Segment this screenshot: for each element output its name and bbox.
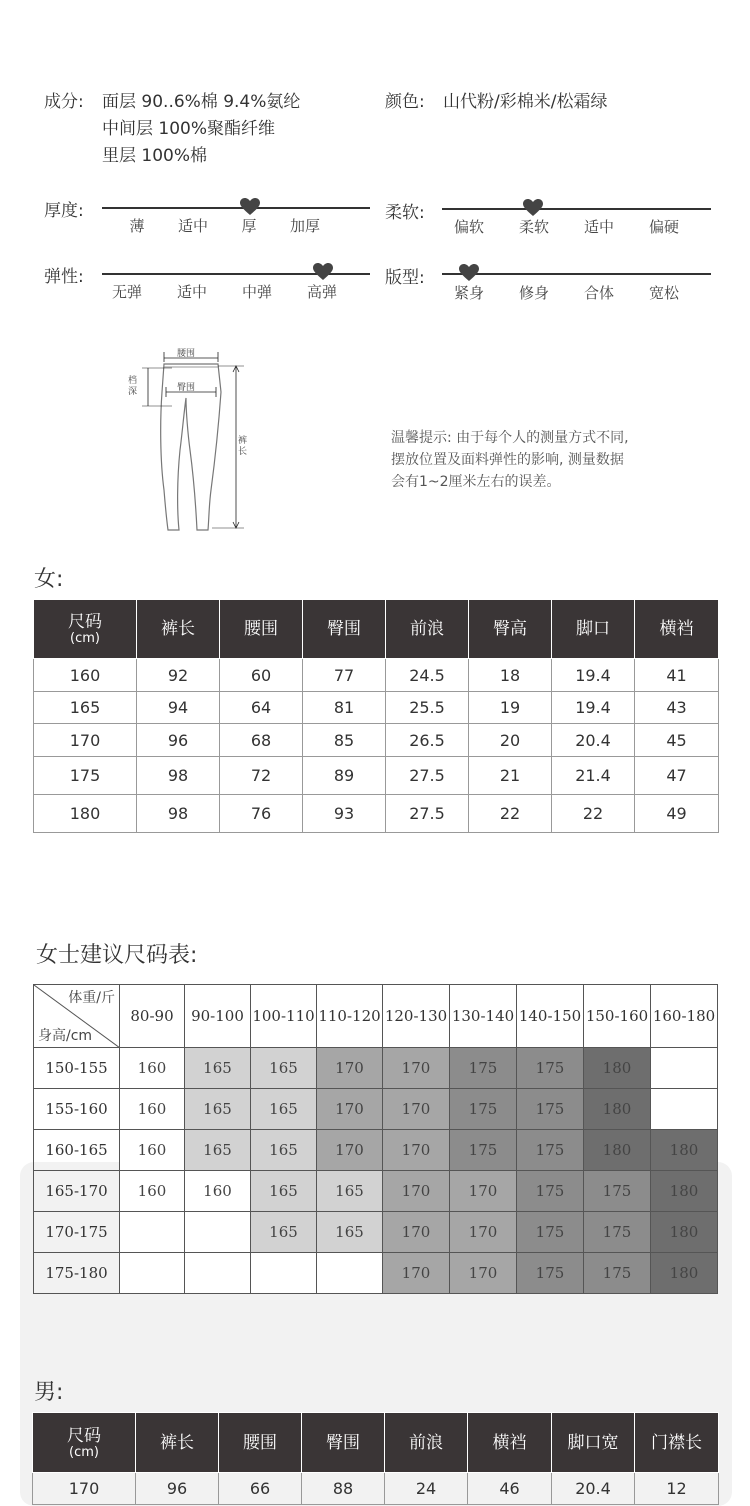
table-header-cell: 尺码 (cm)	[33, 1413, 136, 1473]
table-cell: 64	[220, 692, 303, 724]
table-corner-cell	[34, 985, 120, 1048]
table-cell: 22	[469, 795, 552, 833]
table-cell: 76	[220, 795, 303, 833]
table-cell: 72	[220, 757, 303, 795]
recommended-size-cell: 170	[317, 1048, 383, 1089]
recommended-size-cell: 165	[185, 1130, 251, 1171]
height-range-cell: 150-155	[34, 1048, 120, 1089]
composition-outer-layer: 面层 90..6%棉 9.4%氨纶	[102, 92, 301, 112]
table-header-cell: 腰围	[220, 600, 303, 659]
table-cell: 49	[635, 795, 719, 833]
table-cell: 96	[136, 1473, 219, 1505]
table-header-cell: 横裆	[468, 1413, 552, 1473]
table-row	[34, 692, 719, 724]
tip-line: 会有1~2厘米左右的误差。	[391, 474, 561, 490]
table-header-row	[34, 600, 719, 659]
table-cell: 27.5	[386, 757, 469, 795]
recommend-size-table	[33, 984, 718, 1294]
tip-line: 温馨提示: 由于每个人的测量方式不同,	[391, 430, 629, 446]
recommended-size-cell: 180	[584, 1089, 651, 1130]
table-cell: 180	[34, 795, 137, 833]
composition-middle-layer: 中间层 100%聚酯纤维	[102, 119, 276, 139]
recommended-size-cell: 175	[584, 1253, 651, 1294]
recommended-size-cell: 160	[120, 1171, 185, 1212]
scale-option: 适中	[583, 218, 614, 236]
table-row	[34, 1212, 718, 1253]
scale-option: 合体	[583, 284, 614, 302]
weight-header-cell: 150-160	[584, 985, 651, 1048]
scale-label: 版型:	[385, 268, 425, 288]
table-header-cell: 腰围	[219, 1413, 302, 1473]
scale-line	[102, 207, 370, 209]
table-cell: 18	[469, 659, 552, 692]
table-cell: 19.4	[552, 659, 635, 692]
height-range-cell: 170-175	[34, 1212, 120, 1253]
table-cell: 24.5	[386, 659, 469, 692]
women-size-table	[33, 599, 719, 833]
table-header-cell: 裤长	[137, 600, 220, 659]
recommended-size-cell	[120, 1212, 185, 1253]
recommended-size-cell	[185, 1253, 251, 1294]
heart-marker-icon	[459, 264, 479, 282]
height-axis-label: 身高/cm	[38, 1028, 93, 1044]
recommended-size-cell: 175	[517, 1253, 584, 1294]
table-cell: 21	[469, 757, 552, 795]
recommended-size-cell: 180	[651, 1253, 718, 1294]
women-table-title: 女:	[34, 567, 64, 592]
recommended-size-cell	[317, 1253, 383, 1294]
table-cell: 89	[303, 757, 386, 795]
recommended-size-cell: 170	[450, 1212, 517, 1253]
table-cell: 41	[635, 659, 719, 692]
table-row	[34, 1171, 718, 1212]
weight-header-cell: 130-140	[450, 985, 517, 1048]
table-cell: 81	[303, 692, 386, 724]
scale-label: 厚度:	[44, 201, 84, 221]
table-cell: 98	[137, 757, 220, 795]
table-cell: 94	[137, 692, 220, 724]
weight-header-cell: 140-150	[517, 985, 584, 1048]
scale-option: 高弹	[306, 283, 337, 301]
recommended-size-cell	[251, 1253, 317, 1294]
table-cell: 19	[469, 692, 552, 724]
table-cell: 27.5	[386, 795, 469, 833]
recommended-size-cell: 165	[251, 1171, 317, 1212]
recommended-size-cell: 175	[450, 1089, 517, 1130]
scale-label: 弹性:	[44, 267, 84, 287]
table-cell: 19.4	[552, 692, 635, 724]
table-row	[33, 1473, 719, 1505]
table-header-cell: 横裆	[635, 600, 719, 659]
weight-header-cell: 120-130	[383, 985, 450, 1048]
recommended-size-cell	[120, 1253, 185, 1294]
recommended-size-cell: 165	[251, 1130, 317, 1171]
scale-option: 适中	[176, 283, 207, 301]
table-cell: 77	[303, 659, 386, 692]
composition-label: 成分:	[44, 92, 84, 112]
table-cell: 47	[635, 757, 719, 795]
recommended-size-cell: 165	[251, 1048, 317, 1089]
men-size-table	[32, 1412, 719, 1505]
scale-line	[442, 208, 711, 210]
table-cell: 66	[219, 1473, 302, 1505]
recommended-size-cell: 175	[517, 1130, 584, 1171]
height-range-cell: 155-160	[34, 1089, 120, 1130]
table-header-row	[34, 985, 718, 1048]
recommended-size-cell: 160	[120, 1048, 185, 1089]
recommended-size-cell: 160	[185, 1171, 251, 1212]
table-cell: 175	[34, 757, 137, 795]
height-range-cell: 165-170	[34, 1171, 120, 1212]
recommended-size-cell: 160	[120, 1089, 185, 1130]
length-label: 裤长	[238, 436, 248, 457]
table-row	[34, 659, 719, 692]
recommended-size-cell: 170	[317, 1130, 383, 1171]
color-value: 山代粉/彩棉米/松霜绿	[443, 92, 608, 112]
table-header-cell: 门襟长	[635, 1413, 719, 1473]
scale-option: 紧身	[453, 284, 484, 302]
table-cell: 92	[137, 659, 220, 692]
scale-option: 柔软	[518, 218, 549, 236]
table-row	[34, 1253, 718, 1294]
table-header-cell: 裤长	[136, 1413, 219, 1473]
recommended-size-cell	[651, 1089, 718, 1130]
composition-inner-layer: 里层 100%棉	[102, 146, 208, 166]
table-row	[34, 1089, 718, 1130]
recommended-size-cell: 160	[120, 1130, 185, 1171]
table-header-cell: 前浪	[385, 1413, 468, 1473]
table-cell: 20.4	[552, 724, 635, 757]
table-cell: 96	[137, 724, 220, 757]
table-header-cell: 臀高	[469, 600, 552, 659]
recommended-size-cell: 170	[383, 1171, 450, 1212]
table-row	[34, 1048, 718, 1089]
table-cell: 26.5	[386, 724, 469, 757]
scale-option: 修身	[518, 284, 549, 302]
hip-label: 臀围	[177, 383, 196, 393]
recommended-size-cell	[651, 1048, 718, 1089]
recommended-size-cell: 165	[185, 1048, 251, 1089]
pants-measurement-figure	[120, 340, 260, 540]
recommended-size-cell: 170	[450, 1171, 517, 1212]
scale-option: 适中	[177, 217, 208, 235]
recommend-table-title: 女士建议尺码表:	[36, 943, 198, 968]
table-cell: 20	[469, 724, 552, 757]
table-header-cell: 脚口宽	[552, 1413, 635, 1473]
scale-option: 中弹	[241, 283, 272, 301]
recommended-size-cell: 170	[383, 1089, 450, 1130]
recommended-size-cell: 175	[517, 1089, 584, 1130]
scale-line	[442, 273, 711, 275]
waist-label: 腰围	[177, 349, 196, 359]
table-header-cell: 前浪	[386, 600, 469, 659]
recommended-size-cell: 170	[383, 1212, 450, 1253]
weight-header-cell: 90-100	[185, 985, 251, 1048]
table-cell: 68	[220, 724, 303, 757]
height-range-cell: 175-180	[34, 1253, 120, 1294]
recommended-size-cell: 180	[651, 1171, 718, 1212]
scale-option: 薄	[129, 217, 145, 235]
recommended-size-cell: 175	[450, 1048, 517, 1089]
weight-header-cell: 80-90	[120, 985, 185, 1048]
recommended-size-cell: 170	[317, 1089, 383, 1130]
table-cell: 25.5	[386, 692, 469, 724]
recommended-size-cell: 165	[251, 1089, 317, 1130]
table-cell: 170	[34, 724, 137, 757]
weight-header-cell: 100-110	[251, 985, 317, 1048]
table-cell: 85	[303, 724, 386, 757]
weight-header-cell: 110-120	[317, 985, 383, 1048]
recommended-size-cell: 175	[517, 1171, 584, 1212]
recommended-size-cell: 180	[651, 1212, 718, 1253]
recommended-size-cell: 180	[651, 1130, 718, 1171]
height-range-cell: 160-165	[34, 1130, 120, 1171]
heart-marker-icon	[240, 198, 260, 216]
tip-line: 摆放位置及面料弹性的影响, 测量数据	[391, 452, 624, 468]
recommended-size-cell: 170	[450, 1253, 517, 1294]
men-table-title: 男:	[34, 1380, 64, 1405]
rise-label: 档深	[128, 376, 138, 397]
table-cell: 20.4	[552, 1473, 635, 1505]
recommended-size-cell: 175	[584, 1212, 651, 1253]
recommended-size-cell: 165	[251, 1212, 317, 1253]
recommended-size-cell: 175	[517, 1212, 584, 1253]
recommended-size-cell: 175	[584, 1171, 651, 1212]
scale-option: 宽松	[648, 284, 679, 302]
recommended-size-cell: 170	[383, 1130, 450, 1171]
table-cell: 22	[552, 795, 635, 833]
weight-header-cell: 160-180	[651, 985, 718, 1048]
scale-option: 厚	[241, 217, 257, 235]
weight-axis-label: 体重/斤	[68, 990, 115, 1006]
table-row	[34, 724, 719, 757]
table-cell: 160	[34, 659, 137, 692]
table-row	[34, 1130, 718, 1171]
table-cell: 46	[468, 1473, 552, 1505]
scale-option: 无弹	[111, 283, 142, 301]
scale-option: 偏硬	[648, 218, 679, 236]
table-cell: 165	[34, 692, 137, 724]
color-label: 颜色:	[385, 92, 425, 112]
recommended-size-cell: 180	[584, 1130, 651, 1171]
recommended-size-cell: 170	[383, 1048, 450, 1089]
recommended-size-cell: 175	[517, 1048, 584, 1089]
table-cell: 98	[137, 795, 220, 833]
recommended-size-cell: 165	[317, 1171, 383, 1212]
scale-label: 柔软:	[385, 203, 425, 223]
heart-marker-icon	[523, 199, 543, 217]
table-cell: 45	[635, 724, 719, 757]
table-header-cell: 脚口	[552, 600, 635, 659]
table-header-cell: 尺码 (cm)	[34, 600, 137, 659]
heart-marker-icon	[313, 263, 333, 281]
recommended-size-cell: 180	[584, 1048, 651, 1089]
table-cell: 21.4	[552, 757, 635, 795]
recommended-size-cell: 165	[185, 1089, 251, 1130]
table-cell: 24	[385, 1473, 468, 1505]
table-cell: 93	[303, 795, 386, 833]
table-header-row	[33, 1413, 719, 1473]
recommended-size-cell: 170	[383, 1253, 450, 1294]
table-header-cell: 臀围	[303, 600, 386, 659]
recommended-size-cell: 175	[450, 1130, 517, 1171]
table-cell: 88	[302, 1473, 385, 1505]
table-cell: 60	[220, 659, 303, 692]
table-cell: 43	[635, 692, 719, 724]
table-header-cell: 臀围	[302, 1413, 385, 1473]
table-cell: 170	[33, 1473, 136, 1505]
scale-option: 偏软	[453, 218, 484, 236]
table-row	[34, 757, 719, 795]
recommended-size-cell	[185, 1212, 251, 1253]
recommended-size-cell: 165	[317, 1212, 383, 1253]
table-cell: 12	[635, 1473, 719, 1505]
table-row	[34, 795, 719, 833]
scale-option: 加厚	[289, 217, 320, 235]
